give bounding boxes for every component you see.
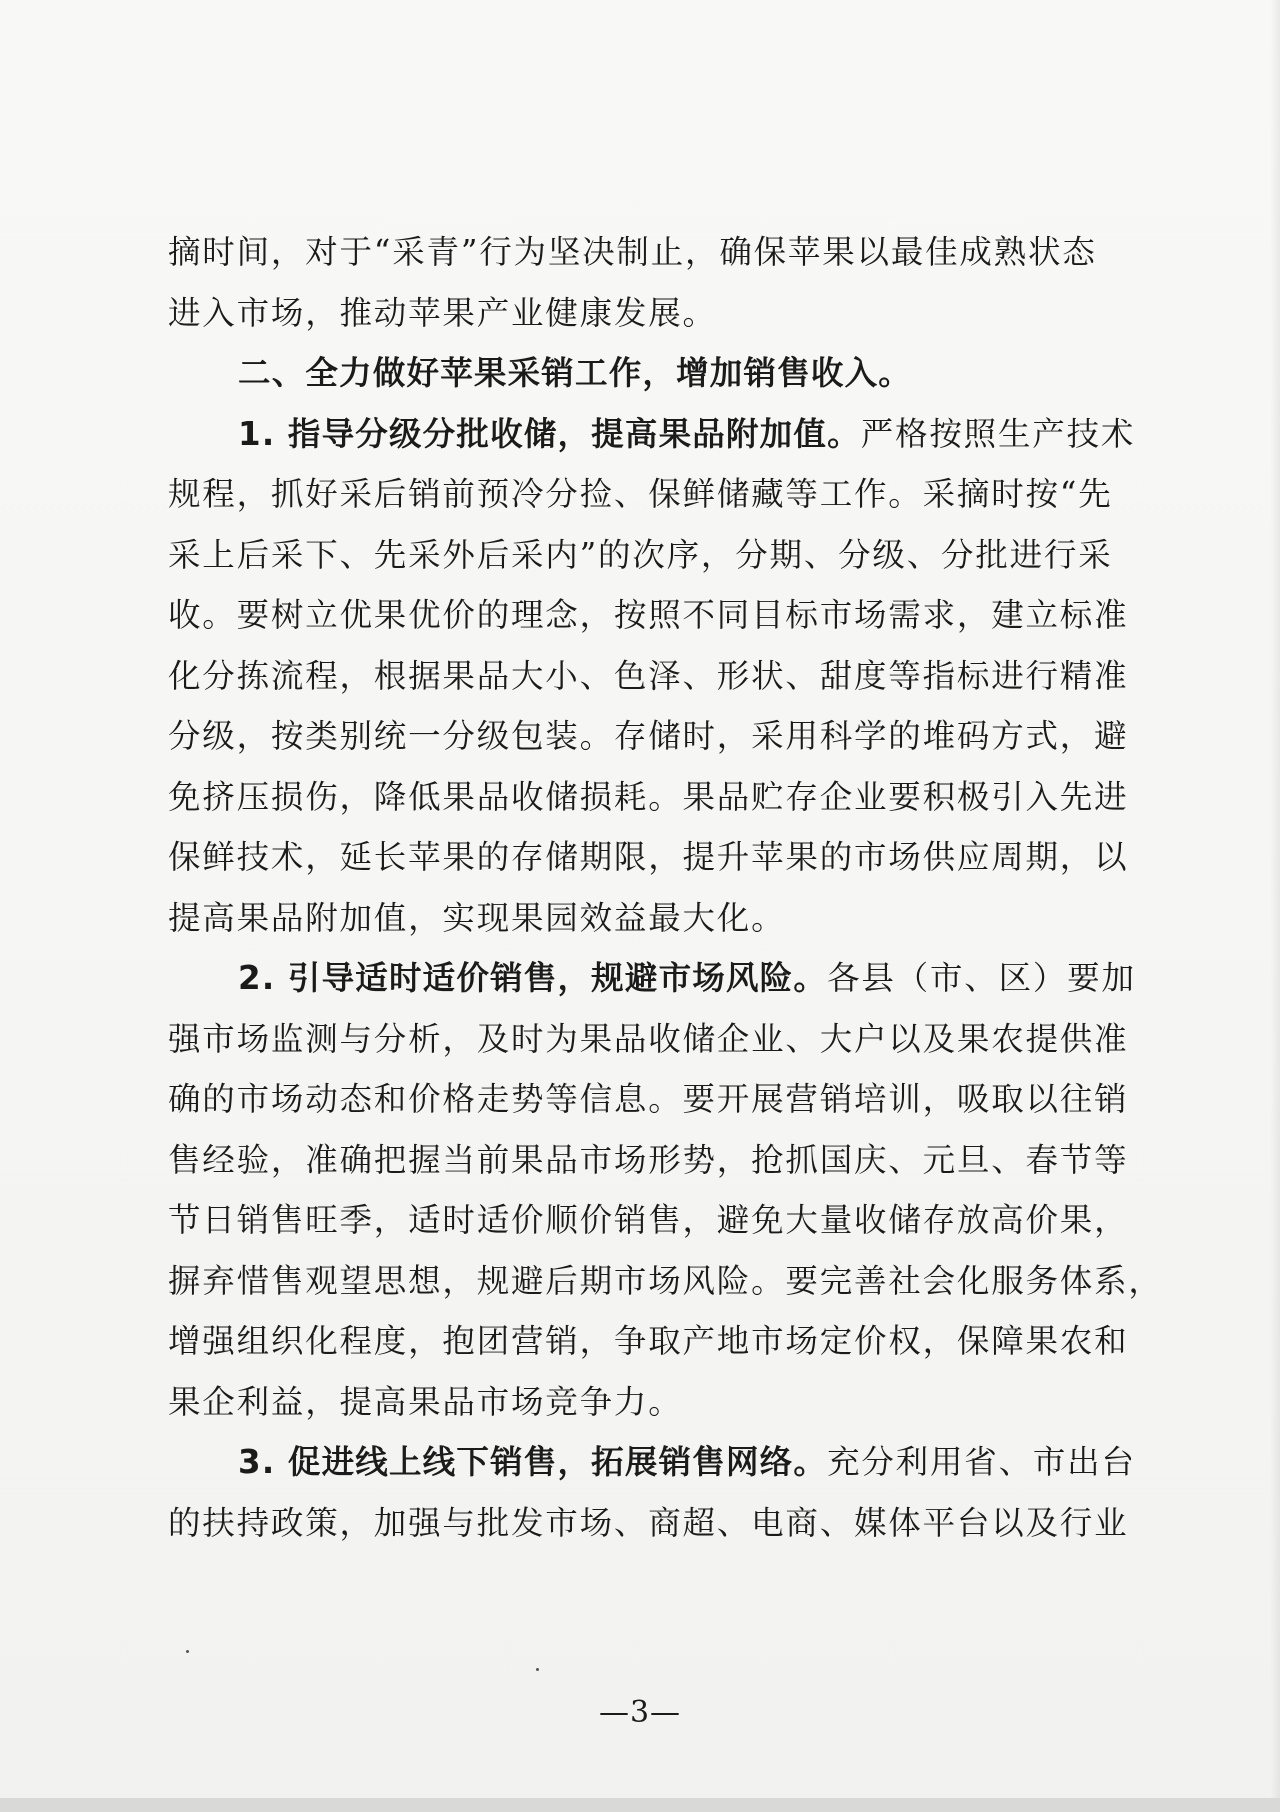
item-2-first-line <box>168 948 1136 1009</box>
text-line: 强市场监测与分析，及时为果品收储企业、大户以及果农提供准 <box>168 1019 1129 1058</box>
item-3-text: 充分利用省、市出台 <box>827 1443 1136 1481</box>
page-edge-shadow <box>1270 0 1280 1812</box>
text-line: 的扶持政策，加强与批发市场、商超、电商、媒体平台以及行业 <box>168 1503 1129 1542</box>
text-line: 采上后采下、先采外后采内”的次序，分期、分级、分批进行采 <box>168 535 1113 574</box>
text-line: 果企利益，提高果品市场竞争力。 <box>168 1382 683 1421</box>
text-line: 免挤压损伤，降低果品收储损耗。果品贮存企业要积极引入先进 <box>168 777 1129 816</box>
item-2-text: 各县（市、区）要加 <box>827 959 1136 997</box>
text-line: 提高果品附加值，实现果园效益最大化。 <box>168 898 786 937</box>
item-2-heading: 2. 引导适时适价销售，规避市场风险。 <box>238 959 828 997</box>
text-line: 增强组织化程度，抱团营销，争取产地市场定价权，保障果农和 <box>168 1322 1129 1360</box>
scan-speck <box>186 1650 189 1653</box>
text-line: 进入市场，推动苹果产业健康发展。 <box>168 293 717 332</box>
page-number: —3— <box>598 1695 682 1730</box>
text-line: 分级，按类别统一分级包装。存储时，采用科学的堆码方式，避 <box>168 717 1129 755</box>
text-line: 规程，抓好采后销前预冷分捡、保鲜储藏等工作。采摘时按“先 <box>168 475 1113 513</box>
item-3-first-line <box>168 1432 1136 1493</box>
item-1-heading: 1. 指导分级分批收储，提高果品附加值。 <box>238 414 861 453</box>
text-line: 售经验，准确把握当前果品市场形势，抢抓国庆、元旦、春节等 <box>168 1140 1129 1179</box>
body-text <box>168 222 1163 1553</box>
bottom-edge <box>0 1798 1280 1812</box>
item-1-text: 严格按照生产技术 <box>860 414 1136 453</box>
text-line: 保鲜技术，延长苹果的存储期限，提升苹果的市场供应周期，以 <box>168 838 1129 876</box>
text-line: 化分拣流程，根据果品大小、色泽、形状、甜度等指标进行精准 <box>168 656 1129 695</box>
text-line: 摒弃惜售观望思想，规避后期市场风险。要完善社会化服务体系， <box>168 1261 1163 1300</box>
text-line: 收。要树立优果优价的理念，按照不同目标市场需求，建立标准 <box>168 596 1129 634</box>
item-3-heading: 3. 促进线上线下销售，拓展销售网络。 <box>238 1443 828 1481</box>
item-1-first-line <box>168 404 1136 465</box>
text-line: 确的市场动态和价格走势等信息。要开展营销培训，吸取以往销 <box>168 1080 1129 1118</box>
section-heading: 二、全力做好苹果采销工作，增加销售收入。 <box>238 354 913 392</box>
text-line: 节日销售旺季，适时适价顺价销售，避免大量收储存放高价果， <box>168 1201 1129 1239</box>
text-line: 摘时间，对于“采青”行为坚决制止，确保苹果以最佳成熟状态 <box>168 233 1097 271</box>
scan-speck <box>536 1668 539 1671</box>
